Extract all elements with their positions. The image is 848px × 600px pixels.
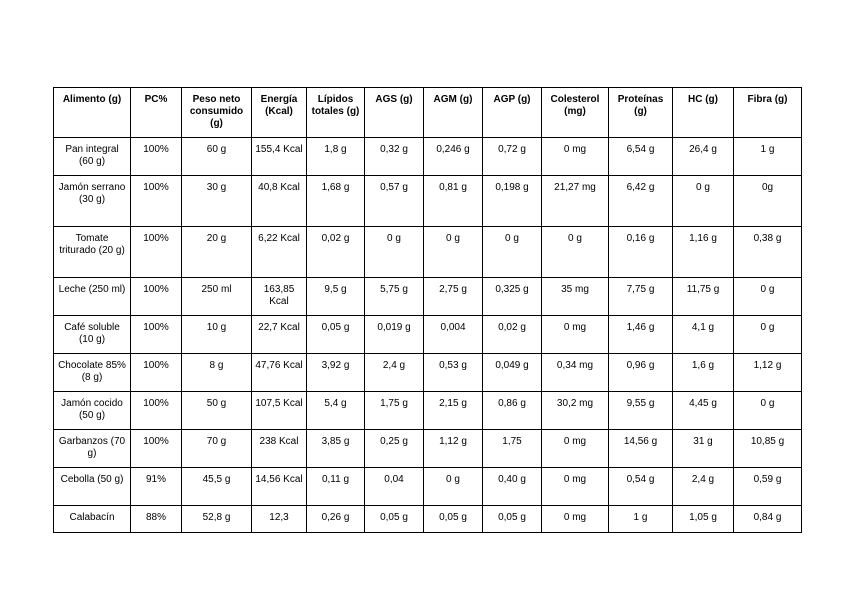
table-cell-fiber: 10,85 g: [734, 430, 802, 468]
table-cell-pc: 100%: [131, 278, 182, 316]
table-cell-energy: 40,8 Kcal: [252, 176, 307, 227]
table-row: [54, 176, 802, 227]
table-cell-cholesterol: 0 mg: [542, 138, 609, 176]
table-cell-agp: 0,325 g: [483, 278, 542, 316]
table-row: [54, 316, 802, 354]
table-row: [54, 430, 802, 468]
table-cell-net-weight: 8 g: [182, 354, 252, 392]
header-cell-pc: PC%: [131, 88, 182, 138]
table-cell-fiber: 0 g: [734, 316, 802, 354]
header-cell-ags: AGS (g): [365, 88, 424, 138]
table-cell-cholesterol: 30,2 mg: [542, 392, 609, 430]
table-cell-agm: 0,05 g: [424, 506, 483, 533]
table-cell-energy: 107,5 Kcal: [252, 392, 307, 430]
table-cell-hc: 11,75 g: [673, 278, 734, 316]
table-cell-lipids: 3,85 g: [307, 430, 365, 468]
table-cell-agm: 0 g: [424, 227, 483, 278]
table-cell-agp: 0,049 g: [483, 354, 542, 392]
table-cell-ags: 2,4 g: [365, 354, 424, 392]
header-cell-fiber: Fibra (g): [734, 88, 802, 138]
table-cell-food: Cebolla (50 g): [54, 468, 131, 506]
table-cell-net-weight: 20 g: [182, 227, 252, 278]
table-cell-fiber: 0 g: [734, 278, 802, 316]
table-cell-hc: 0 g: [673, 176, 734, 227]
table-cell-net-weight: 60 g: [182, 138, 252, 176]
table-cell-hc: 1,6 g: [673, 354, 734, 392]
table-cell-pc: 100%: [131, 176, 182, 227]
table-cell-net-weight: 250 ml: [182, 278, 252, 316]
table-row: [54, 227, 802, 278]
table-cell-food: Calabacín: [54, 506, 131, 533]
table-cell-proteins: 7,75 g: [609, 278, 673, 316]
table-cell-cholesterol: 35 mg: [542, 278, 609, 316]
table-cell-lipids: 1,8 g: [307, 138, 365, 176]
table-cell-food: Pan integral (60 g): [54, 138, 131, 176]
table-cell-pc: 100%: [131, 392, 182, 430]
table-cell-agm: 1,12 g: [424, 430, 483, 468]
table-cell-ags: 1,75 g: [365, 392, 424, 430]
table-cell-lipids: 0,26 g: [307, 506, 365, 533]
table-cell-hc: 2,4 g: [673, 468, 734, 506]
table-cell-cholesterol: 0 g: [542, 227, 609, 278]
table-row: [54, 468, 802, 506]
table-cell-agp: 1,75: [483, 430, 542, 468]
table-cell-lipids: 9,5 g: [307, 278, 365, 316]
table-cell-hc: 4,45 g: [673, 392, 734, 430]
table-cell-pc: 100%: [131, 354, 182, 392]
table-cell-pc: 88%: [131, 506, 182, 533]
header-cell-agp: AGP (g): [483, 88, 542, 138]
table-cell-proteins: 0,96 g: [609, 354, 673, 392]
table-cell-food: Jamón serrano (30 g): [54, 176, 131, 227]
header-cell-agm: AGM (g): [424, 88, 483, 138]
table-cell-ags: 0,019 g: [365, 316, 424, 354]
header-cell-proteins: Proteínas (g): [609, 88, 673, 138]
table-row: [54, 138, 802, 176]
table-cell-hc: 1,05 g: [673, 506, 734, 533]
table-cell-ags: 5,75 g: [365, 278, 424, 316]
table-cell-hc: 26,4 g: [673, 138, 734, 176]
table-cell-proteins: 14,56 g: [609, 430, 673, 468]
table-cell-agm: 0 g: [424, 468, 483, 506]
table-cell-food: Café soluble (10 g): [54, 316, 131, 354]
table-cell-energy: 22,7 Kcal: [252, 316, 307, 354]
table-cell-net-weight: 52,8 g: [182, 506, 252, 533]
table-cell-hc: 31 g: [673, 430, 734, 468]
table-cell-fiber: 0,84 g: [734, 506, 802, 533]
table-cell-fiber: 0,59 g: [734, 468, 802, 506]
table-cell-ags: 0 g: [365, 227, 424, 278]
table-cell-agm: 0,53 g: [424, 354, 483, 392]
table-cell-food: Tomate triturado (20 g): [54, 227, 131, 278]
table-cell-agp: 0 g: [483, 227, 542, 278]
table-cell-pc: 91%: [131, 468, 182, 506]
table-cell-food: Garbanzos (70 g): [54, 430, 131, 468]
table-cell-agp: 0,02 g: [483, 316, 542, 354]
nutrition-table: [53, 87, 802, 533]
table-cell-cholesterol: 0 mg: [542, 506, 609, 533]
table-cell-proteins: 0,16 g: [609, 227, 673, 278]
table-cell-energy: 14,56 Kcal: [252, 468, 307, 506]
table-cell-fiber: 0g: [734, 176, 802, 227]
table-cell-agp: 0,40 g: [483, 468, 542, 506]
table-row: [54, 278, 802, 316]
header-cell-lipids: Lípidos totales (g): [307, 88, 365, 138]
table-cell-proteins: 6,54 g: [609, 138, 673, 176]
table-row: [54, 392, 802, 430]
table-cell-lipids: 0,05 g: [307, 316, 365, 354]
table-cell-ags: 0,25 g: [365, 430, 424, 468]
table-cell-cholesterol: 0 mg: [542, 430, 609, 468]
table-cell-lipids: 0,11 g: [307, 468, 365, 506]
table-cell-agm: 0,246 g: [424, 138, 483, 176]
table-cell-proteins: 0,54 g: [609, 468, 673, 506]
table-cell-ags: 0,05 g: [365, 506, 424, 533]
table-cell-ags: 0,32 g: [365, 138, 424, 176]
table-cell-proteins: 6,42 g: [609, 176, 673, 227]
table-cell-energy: 238 Kcal: [252, 430, 307, 468]
header-cell-food: Alimento (g): [54, 88, 131, 138]
table-cell-energy: 47,76 Kcal: [252, 354, 307, 392]
table-cell-net-weight: 10 g: [182, 316, 252, 354]
table-row: [54, 506, 802, 533]
header-cell-net-weight: Peso neto consumido (g): [182, 88, 252, 138]
table-cell-cholesterol: 21,27 mg: [542, 176, 609, 227]
table-cell-net-weight: 50 g: [182, 392, 252, 430]
table-cell-ags: 0,04: [365, 468, 424, 506]
table-cell-cholesterol: 0 mg: [542, 316, 609, 354]
table-cell-hc: 4,1 g: [673, 316, 734, 354]
table-cell-fiber: 1 g: [734, 138, 802, 176]
table-cell-fiber: 0 g: [734, 392, 802, 430]
table-cell-lipids: 3,92 g: [307, 354, 365, 392]
table-cell-lipids: 0,02 g: [307, 227, 365, 278]
table-cell-agm: 0,81 g: [424, 176, 483, 227]
table-cell-energy: 155,4 Kcal: [252, 138, 307, 176]
table-cell-fiber: 0,38 g: [734, 227, 802, 278]
table-cell-food: Leche (250 ml): [54, 278, 131, 316]
table-cell-agp: 0,72 g: [483, 138, 542, 176]
header-cell-cholesterol: Colesterol (mg): [542, 88, 609, 138]
table-body: [54, 138, 802, 533]
table-cell-cholesterol: 0 mg: [542, 468, 609, 506]
table-cell-pc: 100%: [131, 430, 182, 468]
table-cell-food: Jamón cocido (50 g): [54, 392, 131, 430]
table-cell-net-weight: 45,5 g: [182, 468, 252, 506]
table-cell-proteins: 9,55 g: [609, 392, 673, 430]
table-cell-ags: 0,57 g: [365, 176, 424, 227]
table-cell-net-weight: 30 g: [182, 176, 252, 227]
table-cell-net-weight: 70 g: [182, 430, 252, 468]
table-header-row: [54, 88, 802, 138]
table-cell-cholesterol: 0,34 mg: [542, 354, 609, 392]
table-cell-pc: 100%: [131, 316, 182, 354]
table-cell-agp: 0,198 g: [483, 176, 542, 227]
table-cell-agm: 2,75 g: [424, 278, 483, 316]
table-cell-pc: 100%: [131, 138, 182, 176]
table-cell-hc: 1,16 g: [673, 227, 734, 278]
table-cell-agp: 0,86 g: [483, 392, 542, 430]
header-cell-hc: HC (g): [673, 88, 734, 138]
header-cell-energy: Energía (Kcal): [252, 88, 307, 138]
table-cell-energy: 6,22 Kcal: [252, 227, 307, 278]
table-cell-energy: 12,3: [252, 506, 307, 533]
table-row: [54, 354, 802, 392]
table-cell-pc: 100%: [131, 227, 182, 278]
table-cell-proteins: 1,46 g: [609, 316, 673, 354]
table-cell-agm: 0,004: [424, 316, 483, 354]
table-cell-energy: 163,85 Kcal: [252, 278, 307, 316]
table-cell-agp: 0,05 g: [483, 506, 542, 533]
table-cell-fiber: 1,12 g: [734, 354, 802, 392]
table-cell-proteins: 1 g: [609, 506, 673, 533]
table-cell-food: Chocolate 85% (8 g): [54, 354, 131, 392]
table-cell-agm: 2,15 g: [424, 392, 483, 430]
table-cell-lipids: 5,4 g: [307, 392, 365, 430]
table-cell-lipids: 1,68 g: [307, 176, 365, 227]
